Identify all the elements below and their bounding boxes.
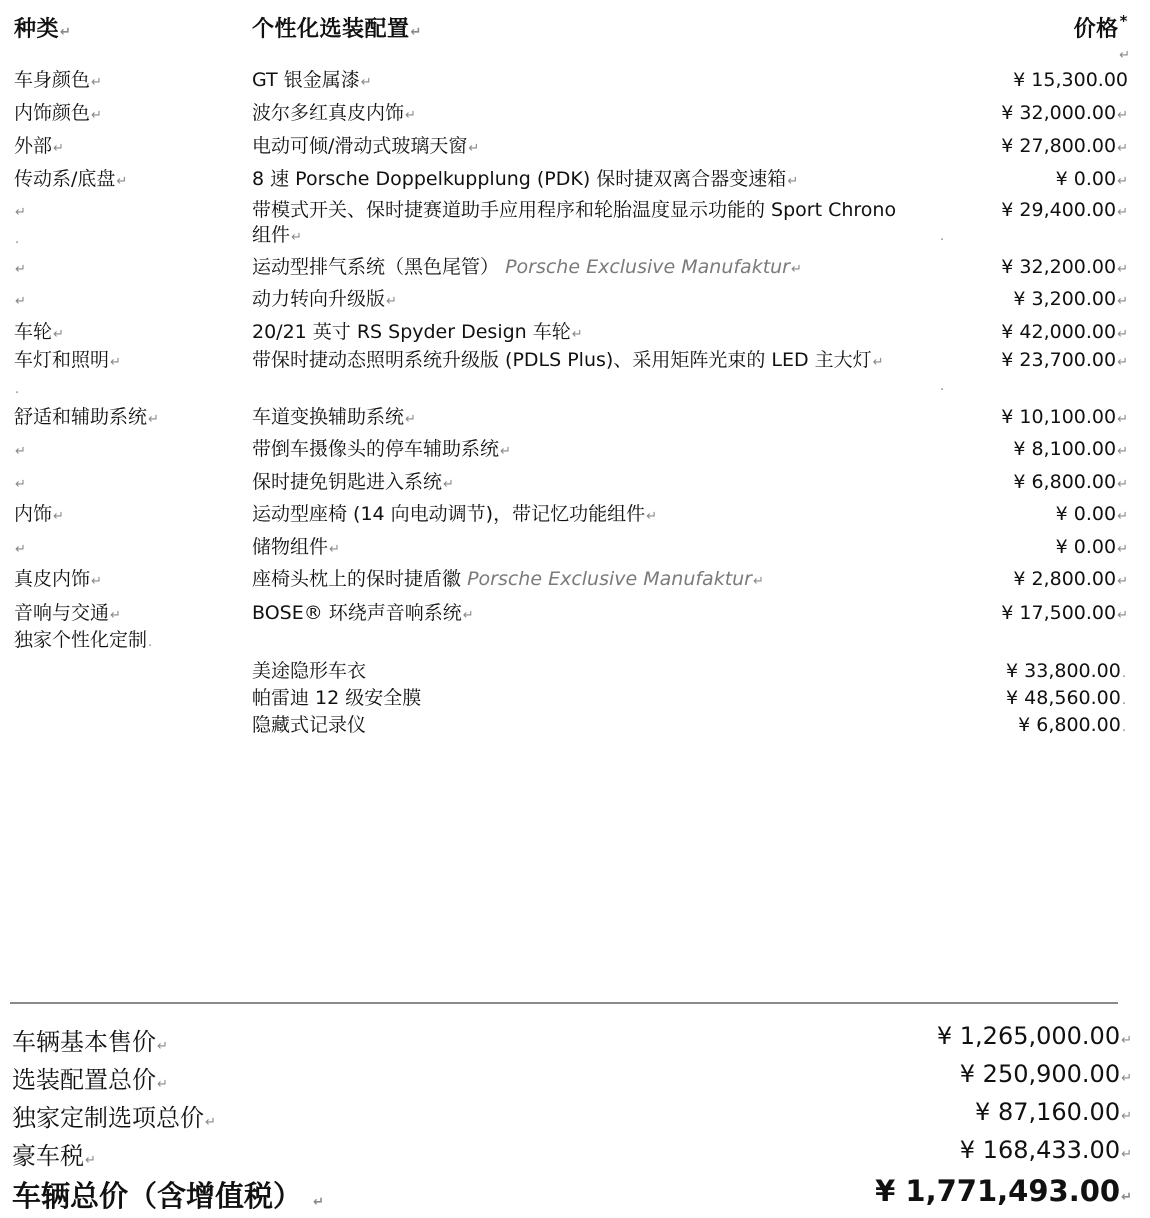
header-price-star: * — [1119, 12, 1128, 30]
row-option: 运动型座椅 (14 向电动调节)，带记忆功能组件↵ — [252, 503, 657, 525]
custom-item-price: ¥ 6,800.00. — [1018, 714, 1126, 736]
row-option: 座椅头枕上的保时捷盾徽 Porsche Exclusive Manufaktur↵ — [252, 568, 764, 590]
row-option: BOSE® 环绕声音响系统↵ — [252, 602, 474, 624]
total-label: 车辆总价（含增值税） ↵ — [12, 1179, 325, 1213]
row-price: ¥ 23,700.00↵ — [1001, 349, 1128, 371]
row-category: ↵ . — [15, 205, 26, 247]
row-price: ¥ 29,400.00↵ — [1001, 199, 1128, 221]
row-option: 车道变换辅助系统↵ — [252, 406, 416, 428]
summary-label: 车辆基本售价↵ — [12, 1028, 168, 1056]
row-category: 音响与交通↵ 独家个性化定制. — [14, 602, 153, 651]
row-category: 车灯和照明↵ . — [14, 349, 121, 397]
row-price: ¥ 15,300.00 — [1013, 69, 1128, 91]
row-price: ¥ 3,200.00↵ — [1013, 288, 1128, 310]
row-category-2: 独家个性化定制 — [14, 629, 148, 651]
exclusive-label: Porsche Exclusive Manufaktur — [467, 568, 752, 590]
row-price: ¥ 10,100.00↵ — [1001, 406, 1128, 428]
row-price: ¥ 8,100.00↵ — [1013, 438, 1128, 460]
exclusive-label: Porsche Exclusive Manufaktur — [505, 256, 790, 278]
custom-item-price: ¥ 48,560.00. — [1006, 687, 1126, 709]
row-option: 保时捷免钥匙进入系统↵ — [252, 471, 454, 493]
paragraph-mark: ↵ — [1119, 48, 1130, 63]
summary-value: ¥ 87,160.00↵ — [975, 1098, 1132, 1126]
row-option: 电动可倾/滑动式玻璃天窗↵ — [252, 135, 480, 157]
row-category: 舒适和辅助系统↵ — [14, 406, 159, 428]
row-option: 动力转向升级版↵ — [252, 288, 397, 310]
summary-label: 选装配置总价↵ — [12, 1066, 168, 1094]
row-price: ¥ 32,000.00↵ — [1001, 102, 1128, 124]
row-option: 20/21 英寸 RS Spyder Design 车轮↵ — [252, 321, 583, 343]
cell-mark: . — [940, 379, 945, 394]
summary-label: 独家定制选项总价↵ — [12, 1104, 216, 1132]
row-price: ¥ 0.00↵ — [1055, 503, 1128, 525]
row-price: ¥ 6,800.00↵ — [1013, 471, 1128, 493]
custom-item-name: 帕雷迪 12 级安全膜 — [252, 687, 422, 709]
row-option: 运动型排气系统（黑色尾管） Porsche Exclusive Manufaktur↵ — [252, 256, 802, 278]
summary-value: ¥ 168,433.00↵ — [959, 1136, 1132, 1164]
row-category: ↵ — [15, 294, 26, 309]
row-option: 带倒车摄像头的停车辅助系统↵ — [252, 438, 511, 460]
row-price: ¥ 27,800.00↵ — [1001, 135, 1128, 157]
header-option: 个性化选装配置↵ — [252, 17, 422, 42]
cell-mark: . — [940, 229, 945, 244]
row-category: 车轮↵ — [14, 321, 64, 343]
custom-item-name: 美途隐形车衣 — [252, 660, 367, 682]
row-category: ↵ — [15, 262, 26, 277]
row-category: 传动系/底盘↵ — [14, 168, 128, 190]
row-option: 带模式开关、保时捷赛道助手应用程序和轮胎温度显示功能的 Sport Chrono 组件↵ — [252, 199, 897, 246]
row-option: 波尔多红真皮内饰↵ — [252, 102, 416, 124]
row-category: ↵ — [15, 477, 26, 492]
custom-item-name: 隐藏式记录仪 — [252, 714, 367, 736]
row-option: GT 银金属漆↵ — [252, 69, 372, 91]
summary-label: 豪车税↵ — [12, 1142, 96, 1170]
row-category: ↵ — [15, 542, 26, 557]
divider — [10, 1002, 1118, 1004]
row-category: 内饰颜色↵ — [14, 102, 102, 124]
row-category: 车身颜色↵ — [14, 69, 102, 91]
header-price: 价格* — [1073, 12, 1128, 42]
row-option: 带保时捷动态照明系统升级版 (PDLS Plus)、采用矩阵光束的 LED 主大灯↵ — [252, 349, 884, 371]
row-category: 内饰↵ — [14, 503, 64, 525]
row-price: ¥ 17,500.00↵ — [1001, 602, 1128, 624]
row-option: 储物组件↵ — [252, 536, 340, 558]
summary-value: ¥ 250,900.00↵ — [959, 1060, 1132, 1088]
total-value: ¥ 1,771,493.00↵ — [875, 1174, 1132, 1208]
row-price: ¥ 2,800.00↵ — [1013, 568, 1128, 590]
custom-item-price: ¥ 33,800.00. — [1006, 660, 1126, 682]
row-category: 真皮内饰↵ — [14, 568, 102, 590]
row-price: ¥ 32,200.00↵ — [1001, 256, 1128, 278]
row-category: ↵ — [15, 444, 26, 459]
summary-value: ¥ 1,265,000.00↵ — [936, 1022, 1132, 1050]
row-price: ¥ 0.00↵ — [1055, 536, 1128, 558]
row-option: 8 速 Porsche Doppelkupplung (PDK) 保时捷双离合器变速箱↵ — [252, 168, 799, 190]
row-price: ¥ 0.00↵ — [1055, 168, 1128, 190]
header-category: 种类↵ — [14, 17, 72, 42]
row-category: 外部↵ — [14, 135, 64, 157]
row-price: ¥ 42,000.00↵ — [1001, 321, 1128, 343]
